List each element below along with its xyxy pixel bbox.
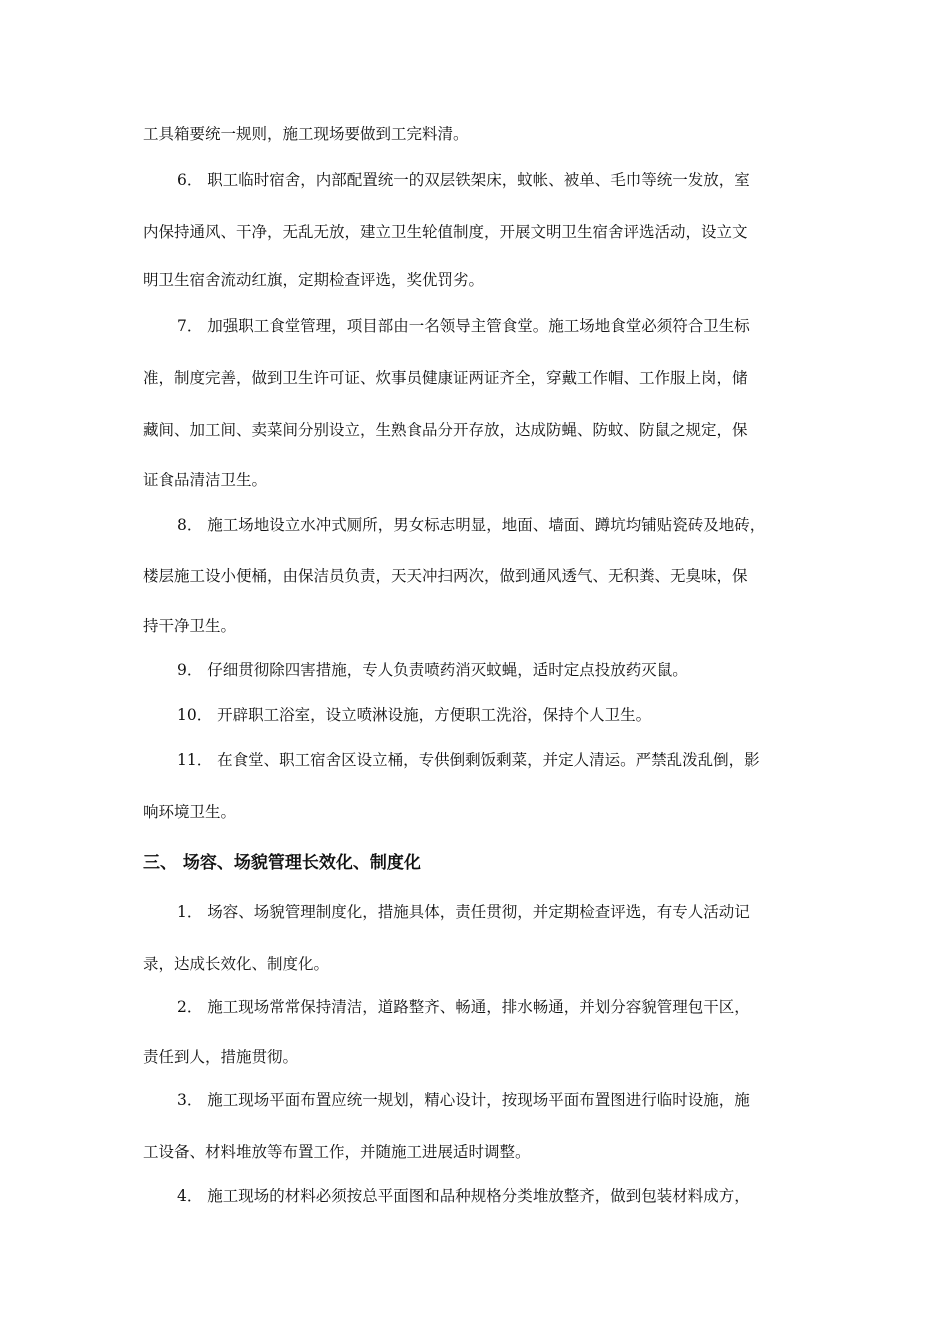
text-line: 楼层施工设小便桶，由保洁员负责，天天冲扫两次，做到通风透气、无积粪、无臭味，保 xyxy=(143,567,748,585)
text-line: 4． 施工现场的材料必须按总平面图和品种规格分类堆放整齐，做到包装材料成方， xyxy=(177,1187,750,1205)
text-line: 8． 施工场地设立水冲式厕所，男女标志明显，地面、墙面、蹲坑均铺贴瓷砖及地砖， xyxy=(177,516,766,534)
text-line: 录，达成长效化、制度化。 xyxy=(143,955,330,973)
text-line: 7． 加强职工食堂管理，项目部由一名领导主管食堂。施工场地食堂必须符合卫生标 xyxy=(177,317,750,335)
text-line: 1． 场容、场貌管理制度化，措施具体，责任贯彻，并定期检查评选，有专人活动记 xyxy=(177,903,750,921)
text-line: 内保持通风、干净，无乱无放，建立卫生轮值制度，开展文明卫生宿舍评选活动，设立文 xyxy=(143,223,748,241)
text-line: 6． 职工临时宿舍，内部配置统一的双层铁架床，蚊帐、被单、毛巾等统一发放，室 xyxy=(177,171,750,189)
text-line: 2． 施工现场常常保持清洁，道路整齐、畅通，排水畅通，并划分容貌管理包干区， xyxy=(177,998,750,1016)
text-line: 工设备、材料堆放等布置工作，并随施工进展适时调整。 xyxy=(143,1143,531,1161)
text-line: 11． 在食堂、职工宿舍区设立桶，专供倒剩饭剩菜，并定人清运。严禁乱泼乱倒，影 xyxy=(177,751,760,769)
text-line: 响环境卫生。 xyxy=(143,803,237,821)
text-line: 工具箱要统一规则，施工现场要做到工完料清。 xyxy=(143,125,469,143)
text-line: 证食品清洁卫生。 xyxy=(143,471,268,489)
text-line: 9． 仔细贯彻除四害措施，专人负责喷药消灭蚊蝇，适时定点投放药灭鼠。 xyxy=(177,661,688,679)
text-line: 明卫生宿舍流动红旗，定期检查评选，奖优罚劣。 xyxy=(143,271,485,289)
text-line: 10． 开辟职工浴室，设立喷淋设施，方便职工洗浴，保持个人卫生。 xyxy=(177,706,652,724)
section-heading: 三、 场容、场貌管理长效化、制度化 xyxy=(143,853,421,873)
text-line: 准，制度完善，做到卫生许可证、炊事员健康证两证齐全，穿戴工作帽、工作服上岗，储 xyxy=(143,369,748,387)
text-line: 藏间、加工间、卖菜间分别设立，生熟食品分开存放，达成防蝇、防蚊、防鼠之规定，保 xyxy=(143,421,748,439)
text-line: 持干净卫生。 xyxy=(143,617,237,635)
text-line: 责任到人，措施贯彻。 xyxy=(143,1048,299,1066)
text-line: 3． 施工现场平面布置应统一规划，精心设计，按现场平面布置图进行临时设施，施 xyxy=(177,1091,750,1109)
